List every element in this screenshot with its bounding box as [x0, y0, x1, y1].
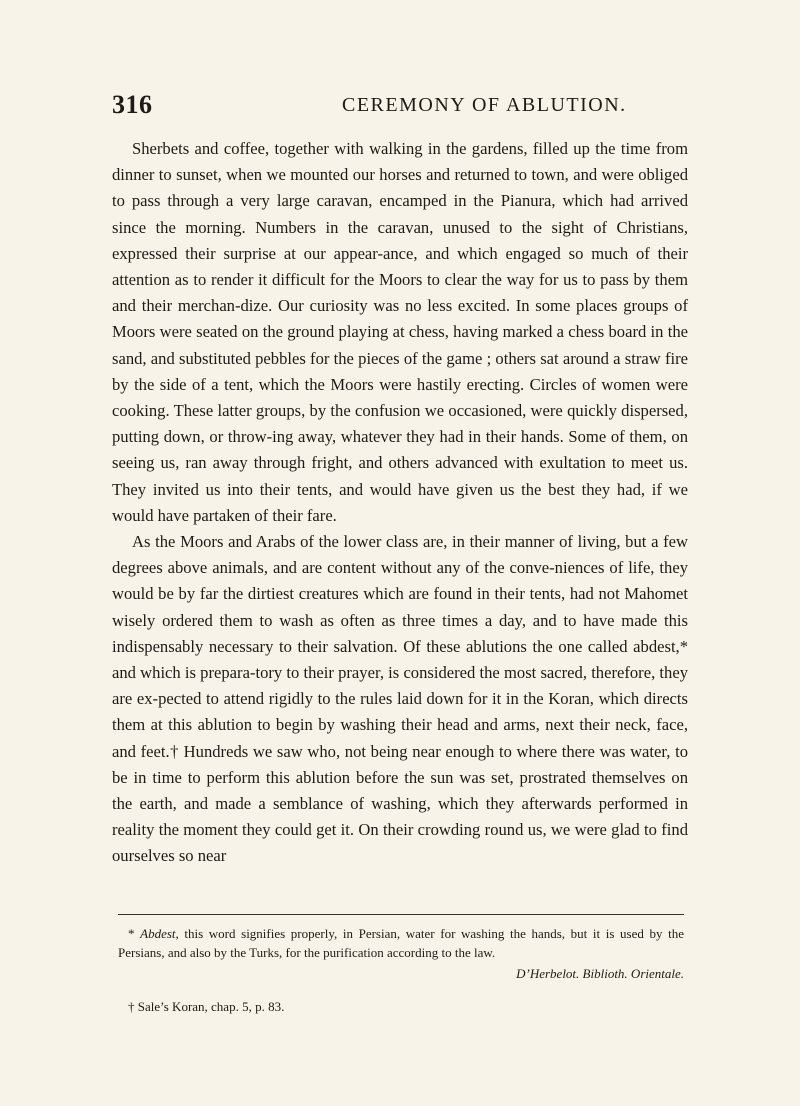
page-header: [112, 90, 688, 126]
paragraph-2: As the Moors and Arabs of the lower class are, in their manner of living, but a few degrees above animals, and are content without any of the conve-niences of life, they would be by far the dirtiest creatures which are found in their tents, had not Mahomet wisely ordered them to wash as often as three times a day, and to have made this indispensably necessary to their salvation. Of these ablutions the one called abdest,* and which is prepara-tory to their prayer, is considered the most sacred, therefore, they are ex-pected to attend rigidly to the rules laid down for it in the Koran, which directs them at this ablution to begin by washing their head and arms, next their neck, face, and feet.† Hundreds we saw who, not being near enough to where there was water, to be in time to perform this ablution before the sun was set, prostrated themselves on the earth, and made a semblance of washing, which they afterwards performed in reality the moment they could get it. On their crowding round us, we were glad to find ourselves so near: [112, 532, 688, 866]
running-head: CEREMONY OF ABLUTION.: [342, 94, 627, 116]
page-number: 316: [112, 90, 153, 119]
footnote-1-citation: D’Herbelot. Biblioth. Orientale.: [516, 966, 684, 981]
paragraph-1: Sherbets and coffee, together with walking in the gardens, filled up the time from dinner to sunset, when we mounted our horses and returned to town, and were obliged to pass through a very large caravan, encamped in the Pianura, which had arrived since the morning. Numbers in the caravan, unused to the sight of Christians, expressed their surprise at our appear-ance, and which engaged so much of their attention as to render it difficult for the Moors to clear the way for us to pass by them and their merchan-dize. Our curiosity was no less excited. In some places groups of Moors were seated on the ground playing at chess, having marked a chess board in the sand, and substituted pebbles for the pieces of the game ; others sat around a straw fire by the side of a tent, which the Moors were hastily erecting. Circles of women were cooking. These latter groups, by the confusion we occasioned, were quickly dispersed, putting down, or throw-ing away, whatever they had in their hands. Some of them, on seeing us, ran away through fright, and others advanced with exultation to meet us. They invited us into their tents, and would have given us the best they had, if we would have partaken of their fare.: [112, 139, 688, 525]
footnote-1-text: this word signifies properly, in Persian, water for washing the hands, but it is used by the Persians, and also by the Turks, for the purification according to the law.: [118, 926, 684, 960]
footnote-1-term: Abdest,: [140, 926, 179, 941]
footnote-1-mark: *: [128, 926, 141, 941]
footnote-divider: [118, 914, 684, 915]
footnote-2: † Sale’s Koran, chap. 5, p. 83.: [128, 999, 285, 1014]
body-text: [112, 136, 688, 870]
footnotes: [118, 924, 684, 1016]
footnote-1: [118, 924, 684, 962]
